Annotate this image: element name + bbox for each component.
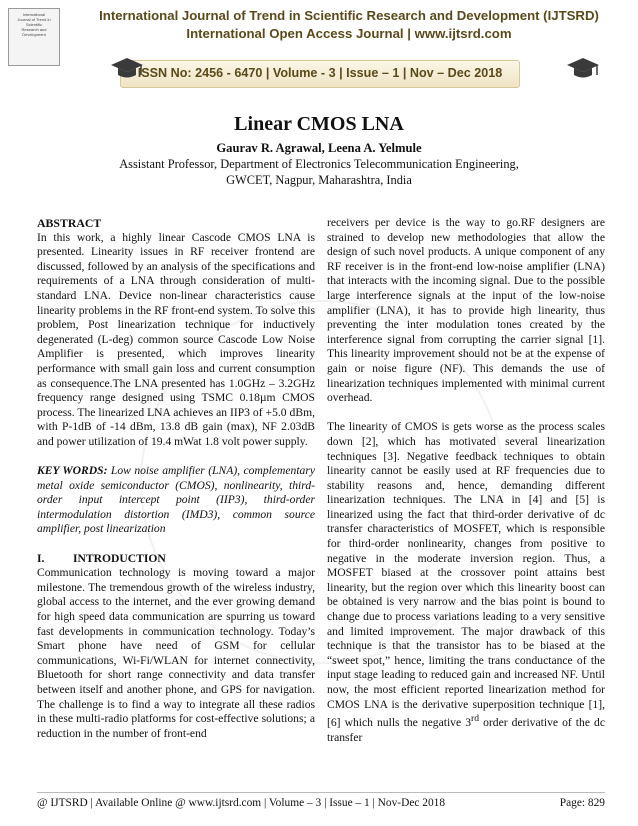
author-affiliation-location: GWCET, Nagpur, Maharashtra, India (226, 173, 412, 187)
body-paragraph (327, 420, 605, 745)
journal-logo: International Journal of Trend in Scientific Research and Development (8, 8, 60, 66)
body-text: The linearity of CMOS is gets worse as the process scales down [2], which has motivated several linearization techniques [3]. Negative feedback techniques to obtain linearity cannot be easily used at RF frequencies due to stability reasons and, hence, demanding different linearization techniques. The LNA in [4] and [5] is linearized using the fact that third-order derivative of dc transfer characteristics of MOSFET, which is responsible for third-order nonlinearity, changes from positive to negative in the moderate inversion region. Thus, a MOSFET biased at the crossover point attains best linearity, but the region over which this linearity boost can be obtained is very narrow and the bias point is bound to change due to process variations leading to a very sensitive and limited improvement. The major drawback of this technique is that the transistor has to be biased at the “sweet spot,” hence, limiting the trans conductance of the input stage leading to reduced gain and increased NF. Until now, the most efficient reported linearization method for CMOS LNA is the derivative superposition technique [1], [6] which nulls the negative 3 (327, 420, 605, 730)
right-column (327, 216, 605, 786)
keywords-label: KEY WORDS: (37, 464, 108, 478)
graduation-cap-icon (566, 56, 600, 82)
introduction-heading (37, 552, 315, 567)
superscript: rd (471, 713, 480, 725)
journal-subtitle: International Open Access Journal | www.ijtsrd.com (186, 26, 512, 41)
left-column (37, 216, 315, 786)
keywords-text: Low noise amplifier (LNA), complementary metal oxide semiconductor (CMOS), nonlinearity, third-order input intercept point (IIP3), third-order intermodulation distortion (IMD3), common source amplifier, post linearization (37, 464, 315, 536)
section-title: INTRODUCTION (73, 551, 166, 565)
paper-authors: Gaurav R. Agrawal, Leena A. Yelmule (216, 141, 422, 155)
body-text-tail: order derivative of the dc transfer (327, 716, 605, 744)
abstract-heading: ABSTRACT (37, 216, 102, 230)
paper-title: Linear CMOS LNA (234, 113, 404, 135)
journal-title: International Journal of Trend in Scientific Research and Development (IJTSRD) (99, 8, 599, 23)
page-number: Page: 829 (559, 797, 605, 809)
introduction-text: Communication technology is moving toward a major milestone. The tremendous growth of the wireless industry, global access to the internet, and the ever growing demand for high speed data communication are spurring us toward fast developments in communication technology. Today’s Smart phone have need of GSM for cellular communications, Wi-Fi/WLAN for internet connectivity, Bluetooth for short range connectivity and data transfer between itself and another phone, and GPS for navigation. The challenge is to find a way to integrate all these radios in these multi-radio platforms for cost-effective solutions; a reduction in the number of front-end (37, 566, 315, 740)
section-number: I. (37, 551, 45, 565)
issn-line: ISSN No: 2456 - 6470 | Volume - 3 | Issue – 1 | Nov – Dec 2018 (137, 66, 503, 80)
author-affiliation: Assistant Professor, Department of Electronics Telecommunication Engineering, (119, 157, 519, 171)
body-paragraph: receivers per device is the way to go.RF designers are strained to develop new methodologies that allow the design of such novel products. A unique component of any RF receiver is in the front-end low-noise amplifier (LNA) that interacts with the incoming signal. Due to the possible large interference signals at the input of the low-noise amplifier (LNA), it has to provide high linearity, thus preventing the inter modulation tones created by the interference signal from corrupting the carrier signal [1]. This linearity improvement should not be at the expense of gain or noise figure (NF). This demands the use of linearization techniques implemented with minimal current overhead. (327, 216, 605, 405)
footer-divider (37, 792, 605, 793)
abstract-text: In this work, a highly linear Cascode CMOS LNA is presented. Linearity issues in RF receiver frontend are discussed, followed by an analysis of the specifications and requirements of a LNA through consideration of multi-standard LNA. Device non-linear characteristics cause linearity problems in the RF front-end system. To solve this problem, Post linearization technique for inductively degenerated (L-deg) common source Cascode Low Noise Amplifier is presented, which improves linearity performance with small gain loss and current consumption as consequence.The LNA presented has 1.0GHz – 3.2GHz frequency range designed using TSMC 0.18µm CMOS process. The linearized LNA achieves an IIP3 of +5.0 dBm, with P-1dB of -14 dBm, 13.8 dB gain (max), NF 2.03dB and power utilization of 19.4 mWat 1.8 volt power supply. (37, 230, 315, 448)
journal-header (0, 0, 638, 90)
footer-citation: @ IJTSRD | Available Online @ www.ijtsrd.com | Volume – 3 | Issue – 1 | Nov-Dec 2018 (37, 797, 446, 809)
keywords-paragraph (37, 464, 315, 537)
